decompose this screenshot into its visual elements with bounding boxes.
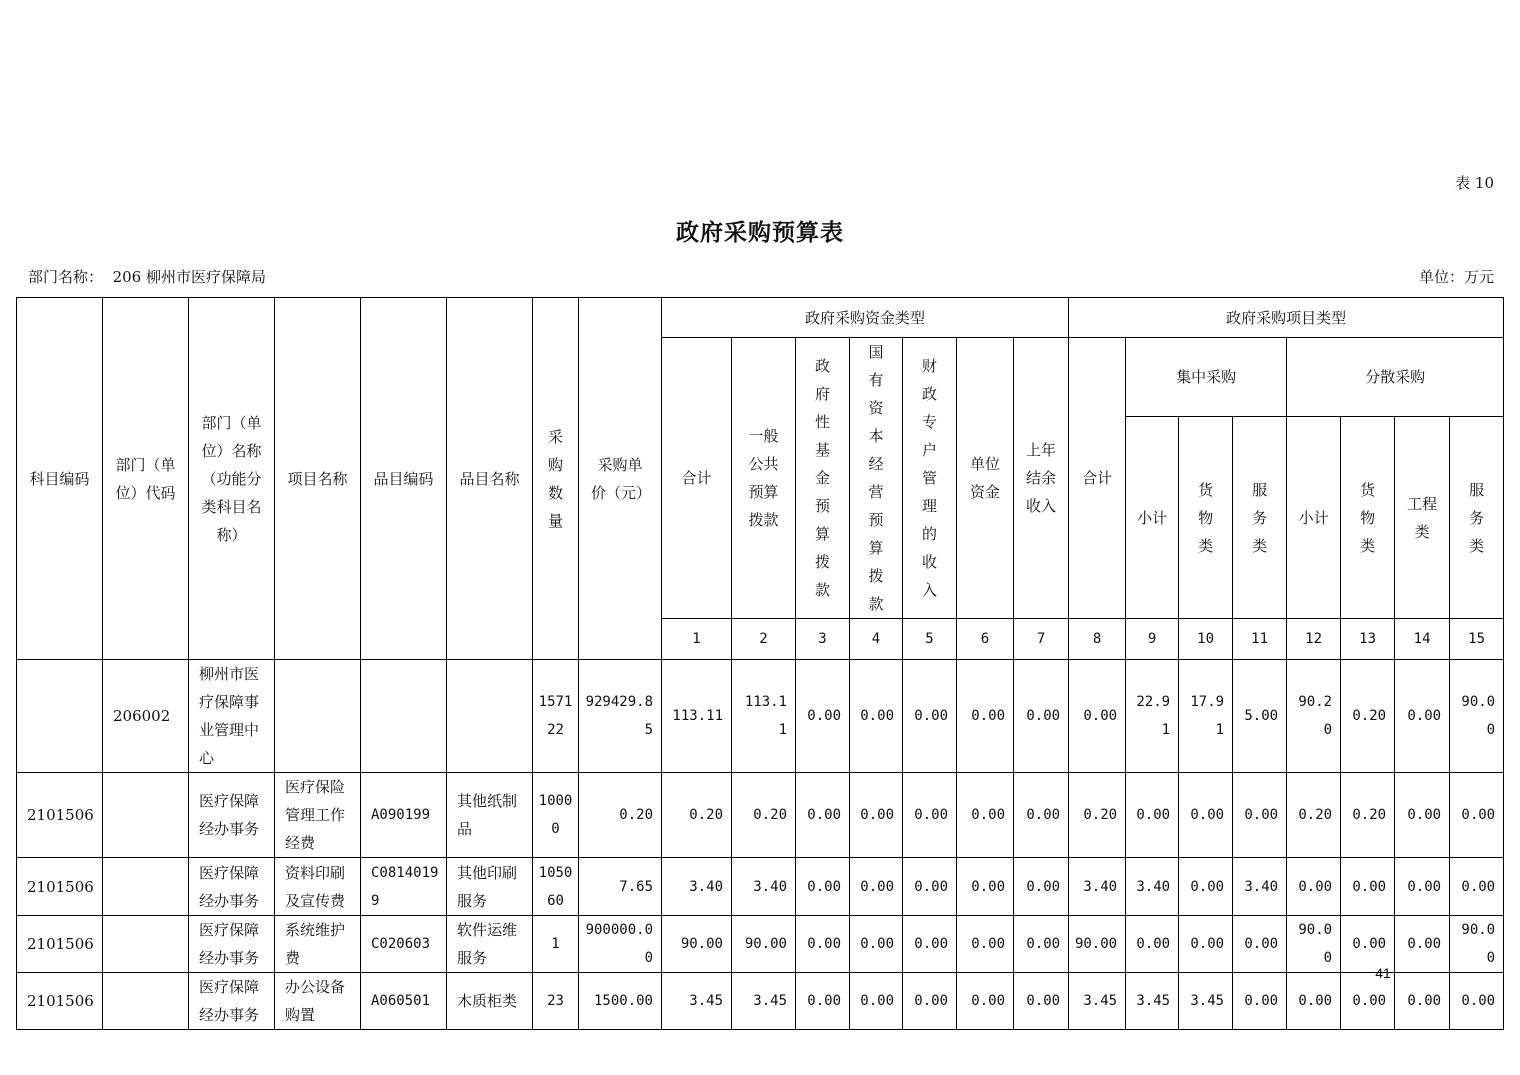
value-cell: 3.40: [732, 858, 796, 916]
value-cell: 113.11: [732, 660, 796, 773]
value-cell: 0.00: [796, 916, 850, 973]
value-cell: 0.00: [1179, 858, 1233, 916]
unit-price-cell: 929429.85: [579, 660, 662, 773]
page-title: 政府采购预算表: [676, 219, 844, 246]
value-cell: 0.00: [1450, 773, 1504, 858]
value-cell: 90.00: [1450, 916, 1504, 973]
value-cell: 3.45: [1126, 973, 1179, 1030]
header-quantity: 采购数量: [533, 298, 579, 660]
column-number: 11: [1233, 619, 1287, 660]
dept-code-cell: 206002: [103, 660, 189, 773]
value-cell: 0.00: [1450, 858, 1504, 916]
column-number: 8: [1069, 619, 1126, 660]
dept-code-cell: [103, 973, 189, 1030]
value-cell: 3.45: [1179, 973, 1233, 1030]
item-name-cell: 其他纸制品: [447, 773, 533, 858]
table-number: 表 10: [1455, 174, 1494, 192]
column-number: 15: [1450, 619, 1504, 660]
column-number: 13: [1341, 619, 1395, 660]
value-cell: 0.00: [1233, 916, 1287, 973]
value-cell: 0.00: [850, 858, 903, 916]
header-carryover: 上年结余收入: [1014, 338, 1069, 619]
value-cell: 0.00: [1126, 916, 1179, 973]
value-cell: 0.20: [1341, 773, 1395, 858]
value-cell: 3.40: [1069, 858, 1126, 916]
value-cell: 0.00: [903, 660, 957, 773]
value-cell: 3.45: [1069, 973, 1126, 1030]
dept-name-cell: 医疗保障经办事务: [189, 916, 275, 973]
column-number: 3: [796, 619, 850, 660]
value-cell: 0.00: [1069, 660, 1126, 773]
header-c-goods: 货物类: [1179, 417, 1233, 619]
header-state-capital: 国有资本经营预算拨款: [850, 338, 903, 619]
column-number: 5: [903, 619, 957, 660]
header-subject-code: 科目编码: [17, 298, 103, 660]
value-cell: 90.00: [1450, 660, 1504, 773]
value-cell: 0.00: [850, 773, 903, 858]
table-row: [17, 916, 1504, 973]
value-cell: 90.00: [1069, 916, 1126, 973]
header-fiscal-special: 财政专户管理的收入: [903, 338, 957, 619]
table-row: [17, 773, 1504, 858]
value-cell: 0.20: [732, 773, 796, 858]
value-cell: 0.00: [1341, 973, 1395, 1030]
value-cell: 0.00: [957, 916, 1014, 973]
column-number: 14: [1395, 619, 1450, 660]
value-cell: 0.00: [850, 916, 903, 973]
dept-name-cell: 柳州市医疗保障事业管理中心: [189, 660, 275, 773]
header-project-group: 政府采购项目类型: [1069, 298, 1504, 338]
dept-code-cell: [103, 858, 189, 916]
table-row: [17, 858, 1504, 916]
column-number: 2: [732, 619, 796, 660]
quantity-cell: 23: [533, 973, 579, 1030]
value-cell: 0.00: [903, 973, 957, 1030]
column-number: 7: [1014, 619, 1069, 660]
table-row: [17, 660, 1504, 773]
value-cell: 0.00: [957, 973, 1014, 1030]
column-number: 10: [1179, 619, 1233, 660]
value-cell: 0.20: [662, 773, 732, 858]
value-cell: 0.00: [1014, 660, 1069, 773]
value-cell: 3.40: [662, 858, 732, 916]
header-d-goods: 货物类: [1341, 417, 1395, 619]
column-number: 6: [957, 619, 1014, 660]
value-cell: 0.00: [1395, 916, 1450, 973]
value-cell: 0.00: [1179, 773, 1233, 858]
header-gov-fund: 政府性基金预算拨款: [796, 338, 850, 619]
header-unit-funds: 单位资金: [957, 338, 1014, 619]
value-cell: 0.00: [1287, 858, 1341, 916]
project-name-cell: 系统维护费: [275, 916, 361, 973]
value-cell: 0.00: [1395, 973, 1450, 1030]
quantity-cell: 1: [533, 916, 579, 973]
table-row: [17, 973, 1504, 1030]
item-code-cell: A060501: [361, 973, 447, 1030]
value-cell: 0.00: [796, 973, 850, 1030]
header-fund-group: 政府采购资金类型: [662, 298, 1069, 338]
header-item-name: 品目名称: [447, 298, 533, 660]
header-d-subtotal: 小计: [1287, 417, 1341, 619]
value-cell: 0.00: [903, 773, 957, 858]
value-cell: 0.00: [957, 773, 1014, 858]
project-name-cell: 医疗保险管理工作经费: [275, 773, 361, 858]
unit-price-cell: 1500.00: [579, 973, 662, 1030]
value-cell: 0.00: [1014, 973, 1069, 1030]
column-number: 4: [850, 619, 903, 660]
value-cell: 0.00: [1014, 773, 1069, 858]
value-cell: 0.00: [957, 858, 1014, 916]
dept-name-cell: 医疗保障经办事务: [189, 773, 275, 858]
value-cell: 90.00: [732, 916, 796, 973]
quantity-cell: 157122: [533, 660, 579, 773]
value-cell: 0.00: [1233, 773, 1287, 858]
value-cell: 3.45: [732, 973, 796, 1030]
header-c-services: 服务类: [1233, 417, 1287, 619]
value-cell: 0.00: [796, 858, 850, 916]
header-project-total: 合计: [1069, 338, 1126, 619]
procurement-budget-table: [16, 297, 1504, 1030]
column-number: 1: [662, 619, 732, 660]
header-item-code: 品目编码: [361, 298, 447, 660]
subject-code-cell: 2101506: [17, 973, 103, 1030]
item-code-cell: C08140199: [361, 858, 447, 916]
value-cell: 0.00: [1126, 773, 1179, 858]
item-name-cell: 其他印刷服务: [447, 858, 533, 916]
unit-price-cell: 0.20: [579, 773, 662, 858]
dept-code-cell: [103, 773, 189, 858]
unit-price-cell: 7.65: [579, 858, 662, 916]
dept-name-cell: 医疗保障经办事务: [189, 973, 275, 1030]
value-cell: 0.00: [1341, 858, 1395, 916]
header-general-budget: 一般公共预算拨款: [732, 338, 796, 619]
dept-code-cell: [103, 916, 189, 973]
page-number: 41: [1375, 965, 1391, 981]
value-cell: 0.00: [850, 973, 903, 1030]
value-cell: 0.20: [1069, 773, 1126, 858]
header-dept-code: 部门（单位）代码: [103, 298, 189, 660]
column-number: 9: [1126, 619, 1179, 660]
header-centralized: 集中采购: [1126, 338, 1287, 417]
item-name-cell: 软件运维服务: [447, 916, 533, 973]
value-cell: 0.00: [796, 660, 850, 773]
unit-price-cell: 900000.00: [579, 916, 662, 973]
value-cell: 3.45: [662, 973, 732, 1030]
quantity-cell: 10000: [533, 773, 579, 858]
header-unit-price: 采购单价（元）: [579, 298, 662, 660]
value-cell: 3.40: [1233, 858, 1287, 916]
value-cell: 22.91: [1126, 660, 1179, 773]
header-dept-name: 部门（单位）名称（功能分类科目名称）: [189, 298, 275, 660]
header-project-name: 项目名称: [275, 298, 361, 660]
value-cell: 0.00: [1014, 916, 1069, 973]
value-cell: 0.00: [1450, 973, 1504, 1030]
value-cell: 0.00: [957, 660, 1014, 773]
value-cell: 0.20: [1341, 660, 1395, 773]
header-row-groups: [17, 298, 1504, 338]
unit-label: 单位：万元: [1418, 268, 1494, 286]
department-label: 部门名称：: [28, 268, 104, 286]
item-name-cell: 木质柜类: [447, 973, 533, 1030]
value-cell: 0.00: [1179, 916, 1233, 973]
subject-code-cell: 2101506: [17, 773, 103, 858]
value-cell: 113.11: [662, 660, 732, 773]
value-cell: 90.00: [662, 916, 732, 973]
column-number: 12: [1287, 619, 1341, 660]
value-cell: 90.20: [1287, 660, 1341, 773]
value-cell: 3.40: [1126, 858, 1179, 916]
item-name-cell: [447, 660, 533, 773]
value-cell: 0.00: [1341, 916, 1395, 973]
value-cell: 0.00: [1395, 660, 1450, 773]
subject-code-cell: 2101506: [17, 916, 103, 973]
value-cell: 0.00: [1287, 973, 1341, 1030]
value-cell: 0.20: [1287, 773, 1341, 858]
quantity-cell: 105060: [533, 858, 579, 916]
subject-code-cell: 2101506: [17, 858, 103, 916]
header-d-services: 服务类: [1450, 417, 1504, 619]
header-decentralized: 分散采购: [1287, 338, 1504, 417]
value-cell: 5.00: [1233, 660, 1287, 773]
value-cell: 0.00: [850, 660, 903, 773]
value-cell: 0.00: [1395, 858, 1450, 916]
header-c-subtotal: 小计: [1126, 417, 1179, 619]
department-line: [28, 266, 266, 287]
item-code-cell: C020603: [361, 916, 447, 973]
value-cell: 90.00: [1287, 916, 1341, 973]
dept-name-cell: 医疗保障经办事务: [189, 858, 275, 916]
header-fund-total: 合计: [662, 338, 732, 619]
value-cell: 17.91: [1179, 660, 1233, 773]
value-cell: 0.00: [1395, 773, 1450, 858]
item-code-cell: [361, 660, 447, 773]
value-cell: 0.00: [903, 858, 957, 916]
project-name-cell: [275, 660, 361, 773]
project-name-cell: 资料印刷及宣传费: [275, 858, 361, 916]
item-code-cell: A090199: [361, 773, 447, 858]
value-cell: 0.00: [1014, 858, 1069, 916]
subject-code-cell: [17, 660, 103, 773]
project-name-cell: 办公设备购置: [275, 973, 361, 1030]
value-cell: 0.00: [796, 773, 850, 858]
value-cell: 0.00: [903, 916, 957, 973]
header-d-works: 工程类: [1395, 417, 1450, 619]
value-cell: 0.00: [1233, 973, 1287, 1030]
department-value: 206 柳州市医疗保障局: [112, 268, 266, 286]
